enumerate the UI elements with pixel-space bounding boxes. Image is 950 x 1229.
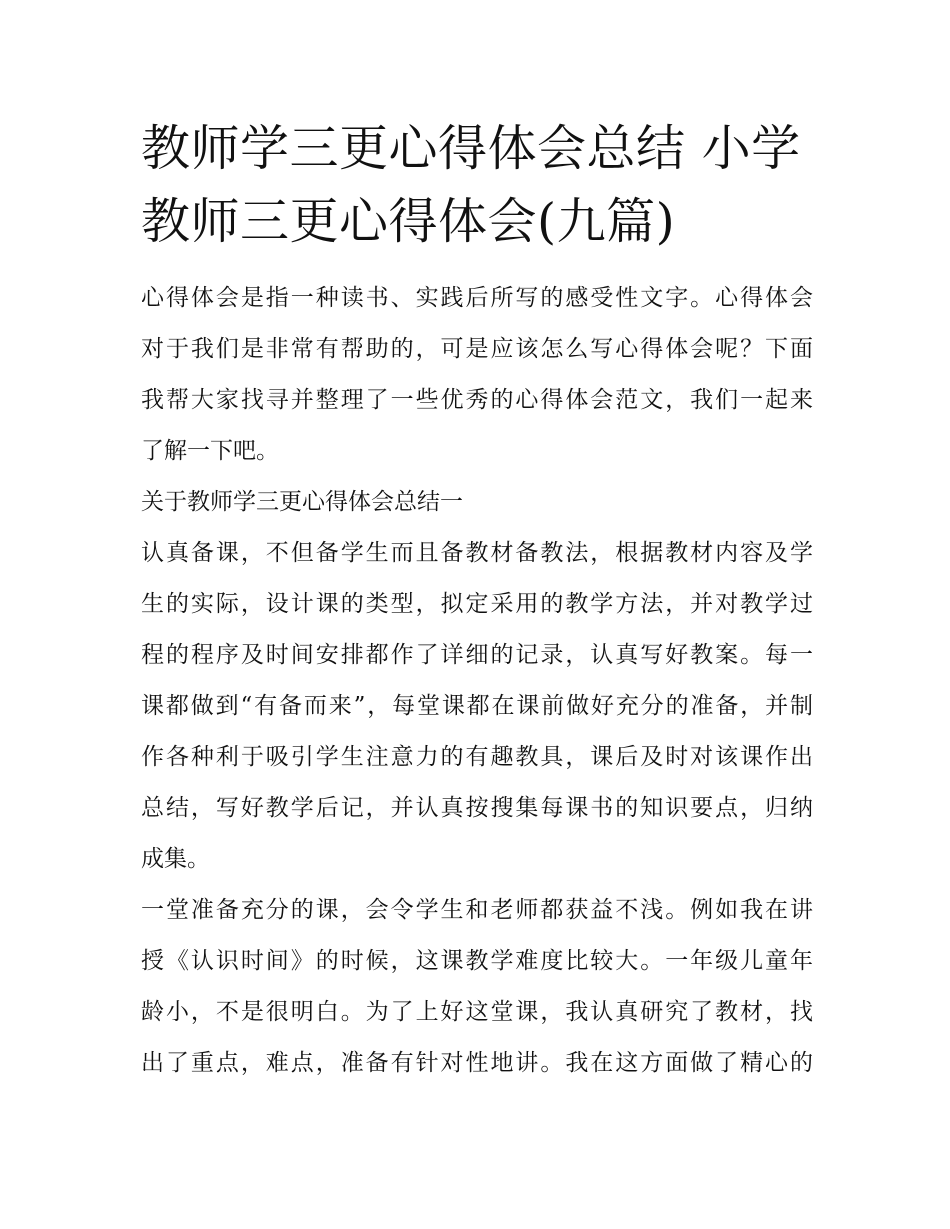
text-line: 关于教师学三更心得体会总结一 (141, 489, 463, 515)
text-line: 心得体会是指一种读书、实践后所写的感受性文字。心得体会 (141, 285, 813, 311)
intro-paragraph (141, 273, 813, 477)
text-line: 程的程序及时间安排都作了详细的记录，认真写好教案。每一 (141, 642, 813, 668)
text-line: 对于我们是非常有帮助的，可是应该怎么写心得体会呢？下面 (141, 336, 813, 362)
document-content (141, 112, 813, 1089)
document-body (141, 273, 813, 1089)
text-line: 总结，写好教学后记，并认真按搜集每课书的知识要点，归纳 (141, 795, 813, 821)
text-line: 我帮大家找寻并整理了一些优秀的心得体会范文，我们一起来 (141, 387, 813, 413)
text-line: 生的实际，设计课的类型，拟定采用的教学方法，并对教学过 (141, 591, 813, 617)
body-paragraph-1 (141, 528, 813, 885)
body-paragraph-2 (141, 885, 813, 1089)
title-line: 教师三更心得体会(九篇) (141, 193, 676, 250)
text-line: 龄小，不是很明白。为了上好这堂课，我认真研究了教材，找 (141, 999, 813, 1025)
text-line: 认真备课，不但备学生而且备教材备教法，根据教材内容及学 (141, 540, 813, 566)
text-line: 课都做到“有备而来”，每堂课都在课前做好充分的准备，并制 (141, 693, 813, 719)
document-title (141, 112, 813, 258)
section-heading (141, 477, 813, 528)
text-line: 作各种利于吸引学生注意力的有趣教具，课后及时对该课作出 (141, 744, 813, 770)
text-line: 出了重点，难点，准备有针对性地讲。我在这方面做了精心的 (141, 1050, 813, 1076)
title-line: 教师学三更心得体会总结 小学 (141, 120, 801, 177)
text-line: 一堂准备充分的课，会令学生和老师都获益不浅。例如我在讲 (141, 897, 813, 923)
text-line: 成集。 (141, 846, 210, 872)
text-line: 授《认识时间》的时候，这课教学难度比较大。一年级儿童年 (141, 948, 813, 974)
text-line: 了解一下吧。 (141, 438, 279, 464)
